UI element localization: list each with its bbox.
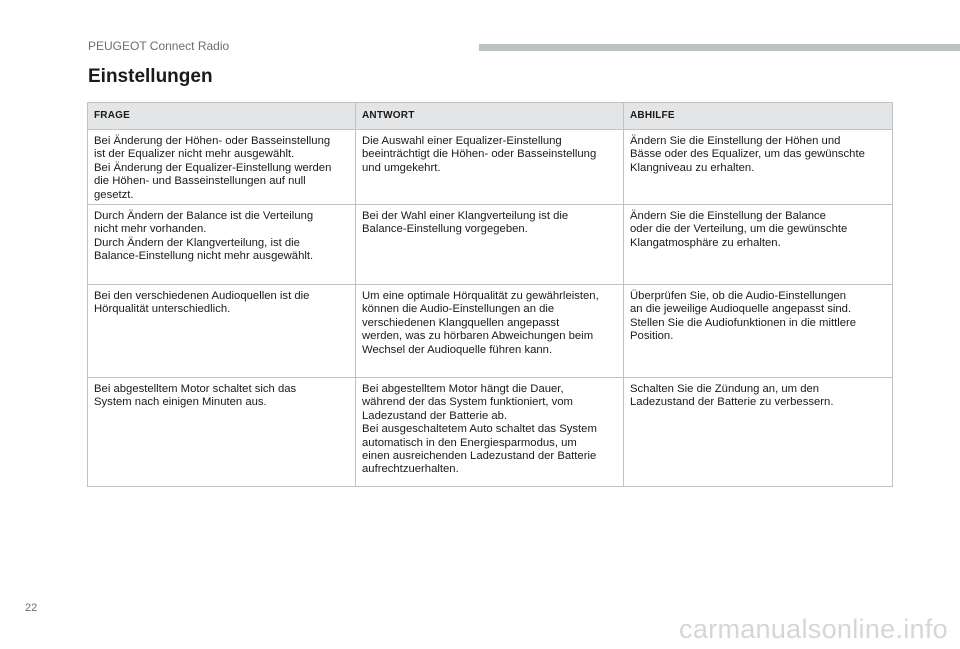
page-title: Einstellungen xyxy=(88,66,213,87)
cell-abhilfe: Ändern Sie die Einstellung der Balance oder die der Verteilung, um die gewünschte Klangatmosphäre zu erhalten. xyxy=(624,205,893,285)
page-number: 22 xyxy=(25,602,38,614)
table-row xyxy=(88,378,893,487)
cell-antwort: Um eine optimale Hörqualität zu gewährleisten, können die Audio-Einstellungen an die verschiedenen Klangquellen angepasst werden, was zu hörbaren Abweichungen beim Wechsel der Audioquelle führen kann. xyxy=(356,285,624,378)
column-header-antwort: ANTWORT xyxy=(356,103,624,130)
cell-frage: Bei den verschiedenen Audioquellen ist die Hörqualität unterschiedlich. xyxy=(88,285,356,378)
cell-abhilfe: Ändern Sie die Einstellung der Höhen und Bässe oder des Equalizer, um das gewünschte Klangniveau zu erhalten. xyxy=(624,130,893,205)
cell-frage: Bei abgestelltem Motor schaltet sich das System nach einigen Minuten aus. xyxy=(88,378,356,487)
cell-abhilfe: Überprüfen Sie, ob die Audio-Einstellungen an die jeweilige Audioquelle angepasst sind. Stellen Sie die Audiofunktionen in die mittlere Position. xyxy=(624,285,893,378)
header-accent-bar xyxy=(479,44,960,51)
column-header-frage: FRAGE xyxy=(88,103,356,130)
cell-abhilfe: Schalten Sie die Zündung an, um den Ladezustand der Batterie zu verbessern. xyxy=(624,378,893,487)
table-row xyxy=(88,130,893,205)
cell-antwort: Die Auswahl einer Equalizer-Einstellung beeinträchtigt die Höhen- oder Basseinstellung und umgekehrt. xyxy=(356,130,624,205)
table-row xyxy=(88,205,893,285)
cell-frage: Durch Ändern der Balance ist die Verteilung nicht mehr vorhanden. Durch Ändern der Klangverteilung, ist die Balance-Einstellung nicht mehr ausgewählt. xyxy=(88,205,356,285)
table-header-row xyxy=(88,103,893,130)
cell-antwort: Bei der Wahl einer Klangverteilung ist die Balance-Einstellung vorgegeben. xyxy=(356,205,624,285)
header-section-title: PEUGEOT Connect Radio xyxy=(88,39,230,53)
table-row xyxy=(88,285,893,378)
cell-frage: Bei Änderung der Höhen- oder Basseinstellung ist der Equalizer nicht mehr ausgewählt. Bei Änderung der Equalizer-Einstellung werden die Höhen- und Basseinstellungen auf null gesetzt. xyxy=(88,130,356,205)
column-header-abhilfe: ABHILFE xyxy=(624,103,893,130)
cell-antwort: Bei abgestelltem Motor hängt die Dauer, während der das System funktioniert, vom Ladezustand der Batterie ab. Bei ausgeschaltetem Auto schaltet das System automatisch in den Energiesparmodus, um einen ausreichenden Ladezustand der Batterie aufrechtzuerhalten. xyxy=(356,378,624,487)
watermark-text: carmanualsonline.info xyxy=(679,614,948,644)
faq-table xyxy=(87,102,893,487)
